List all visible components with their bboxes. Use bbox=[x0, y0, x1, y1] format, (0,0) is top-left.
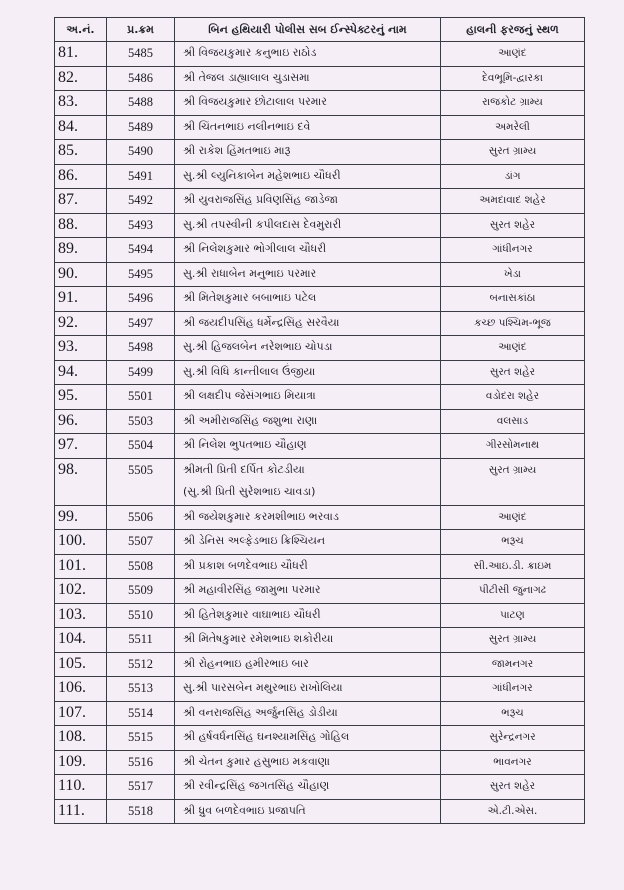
table-row bbox=[55, 554, 585, 579]
posting-cell-text: સુરત ગ્રામ્ય bbox=[488, 633, 537, 645]
table-row bbox=[55, 409, 585, 434]
serial-cell bbox=[55, 287, 107, 312]
table-row bbox=[55, 238, 585, 263]
posting-cell bbox=[441, 554, 585, 579]
serial-cell-text: 97. bbox=[58, 436, 78, 453]
name-cell bbox=[175, 336, 441, 361]
name-cell bbox=[175, 140, 441, 165]
posting-cell bbox=[441, 238, 585, 263]
serial-cell bbox=[55, 750, 107, 775]
posting-cell bbox=[441, 652, 585, 677]
table-row bbox=[55, 360, 585, 385]
rank-no-cell bbox=[107, 213, 175, 238]
posting-cell bbox=[441, 726, 585, 751]
serial-cell bbox=[55, 652, 107, 677]
serial-cell-text: 108. bbox=[58, 728, 86, 745]
posting-cell bbox=[441, 628, 585, 653]
rank-no-cell-text: 5492 bbox=[128, 193, 153, 207]
name-cell bbox=[175, 164, 441, 189]
serial-cell-text: 84. bbox=[58, 117, 78, 135]
serial-cell bbox=[55, 42, 107, 67]
header-rank-no: પ્ર.ક્રમ bbox=[107, 18, 175, 42]
name-cell-text: શ્રી તેજલ ડાહ્યાલાલ ચુડાસમા bbox=[183, 70, 310, 84]
rank-no-cell bbox=[107, 726, 175, 751]
name-cell bbox=[175, 677, 441, 702]
name-cell bbox=[175, 189, 441, 214]
name-cell-text: શ્રી હિતેશકુમાર વાઘાભાઇ ચૌધરી bbox=[183, 607, 321, 621]
serial-cell-text: 104. bbox=[58, 630, 86, 647]
name-cell bbox=[175, 311, 441, 336]
rank-no-cell-text: 5498 bbox=[128, 340, 153, 354]
posting-cell-text: ગીરસોમનાથ bbox=[485, 439, 540, 451]
posting-cell-text: સુરત ગ્રામ્ય bbox=[488, 145, 537, 157]
name-cell-text: શ્રી નિલેશ ભુપતભાઇ ચૌહાણ bbox=[183, 438, 307, 451]
posting-cell-text: સુરત શહેર bbox=[489, 218, 536, 231]
posting-cell-text: આણંદ bbox=[498, 341, 527, 353]
posting-cell-text: બનાસકાંઠા bbox=[489, 292, 536, 304]
posting-cell-text: એ.ટી.એસ. bbox=[487, 804, 538, 817]
posting-cell-text: પીટીસી જુનાગઢ bbox=[479, 584, 546, 596]
posting-cell bbox=[441, 701, 585, 726]
name-cell bbox=[175, 434, 441, 459]
name-cell-text: શ્રી રવીન્દ્રસિંહ જગતસિંહ ચૌહાણ bbox=[183, 779, 330, 792]
serial-cell bbox=[55, 434, 107, 459]
serial-cell-text: 86. bbox=[58, 166, 78, 184]
rank-no-cell-text: 5497 bbox=[128, 315, 153, 330]
rank-no-cell-text: 5514 bbox=[128, 705, 153, 720]
table-row bbox=[55, 652, 585, 677]
rank-no-cell-text: 5488 bbox=[128, 95, 153, 109]
rank-no-cell bbox=[107, 434, 175, 459]
table-row bbox=[55, 505, 585, 530]
posting-cell bbox=[441, 287, 585, 312]
serial-cell-text: 105. bbox=[58, 654, 86, 672]
table-row bbox=[55, 213, 585, 238]
rank-no-cell-text: 5494 bbox=[128, 242, 153, 256]
table-row bbox=[55, 42, 585, 67]
name-cell bbox=[175, 603, 441, 628]
table-row bbox=[55, 140, 585, 165]
name-cell-text: શ્રી ચિંતનભાઇ નલીનભાઇ દવે bbox=[183, 119, 311, 133]
serial-cell bbox=[55, 628, 107, 653]
table-row bbox=[55, 799, 585, 824]
rank-no-cell bbox=[107, 336, 175, 361]
rank-no-cell-text: 5509 bbox=[128, 583, 153, 597]
serial-cell bbox=[55, 385, 107, 410]
posting-cell-text: વલસાડ bbox=[496, 414, 529, 427]
table-row bbox=[55, 775, 585, 800]
rank-no-cell-text: 5501 bbox=[128, 389, 153, 403]
name-cell bbox=[175, 750, 441, 775]
posting-cell-text: ખેડા bbox=[504, 267, 521, 280]
rank-no-cell bbox=[107, 115, 175, 140]
serial-cell-text: 106. bbox=[58, 679, 86, 696]
table-row bbox=[55, 701, 585, 726]
rank-no-cell-text: 5486 bbox=[128, 70, 153, 85]
name-cell-text: શ્રી વનરાજસિંહ અર્જુનસિંહ ડોડીયા bbox=[183, 705, 338, 719]
name-cell-text: શ્રી હર્ષવર્ધનસિંહ ઘનશ્યામસિંહ ગોહિલ bbox=[183, 730, 350, 743]
rank-no-cell bbox=[107, 91, 175, 116]
posting-cell-text: રાજકોટ ગ્રામ્ય bbox=[482, 96, 543, 108]
table-body bbox=[55, 42, 585, 824]
rank-no-cell-text: 5495 bbox=[128, 266, 153, 281]
serial-cell bbox=[55, 799, 107, 824]
name-cell bbox=[175, 799, 441, 824]
serial-cell bbox=[55, 262, 107, 287]
name-cell-alt-text: (સુ.શ્રી પ્રિતી સુરેશભાઇ ચાવડા) bbox=[183, 484, 316, 498]
rank-no-cell bbox=[107, 775, 175, 800]
serial-cell bbox=[55, 91, 107, 116]
table-row bbox=[55, 677, 585, 702]
rank-no-cell-text: 5512 bbox=[128, 656, 153, 671]
posting-cell bbox=[441, 115, 585, 140]
serial-cell-text: 88. bbox=[58, 215, 78, 233]
rank-no-cell bbox=[107, 287, 175, 312]
posting-cell bbox=[441, 409, 585, 434]
name-cell-text: શ્રી જયેશકુમાર કરમશીભાઇ ભરવાડ bbox=[183, 509, 339, 523]
table-row bbox=[55, 91, 585, 116]
table-row bbox=[55, 579, 585, 604]
table-row bbox=[55, 287, 585, 312]
name-cell-text: સુ.શ્રી પારસબેન મથુરભાઇ રાખોલિયા bbox=[183, 681, 343, 694]
serial-cell bbox=[55, 189, 107, 214]
serial-cell bbox=[55, 603, 107, 628]
posting-cell bbox=[441, 189, 585, 214]
name-cell-text: સુ.શ્રી વિધિ કાન્તીલાલ ઉંજીયા bbox=[183, 364, 316, 378]
name-cell bbox=[175, 42, 441, 67]
serial-cell-text: 98. bbox=[58, 460, 78, 478]
name-cell bbox=[175, 579, 441, 604]
posting-cell bbox=[441, 434, 585, 459]
name-cell-text: શ્રી મિતેશકુમાર બબાભાઇ પટેલ bbox=[183, 291, 317, 304]
name-cell-text: શ્રી લક્ષદીપ જેસંગભાઇ મિયાત્રા bbox=[183, 389, 316, 402]
rank-no-cell bbox=[107, 677, 175, 702]
table-row bbox=[55, 164, 585, 189]
posting-cell-text: અમદાવાદ શહેર bbox=[479, 194, 546, 206]
rank-no-cell bbox=[107, 505, 175, 530]
posting-cell bbox=[441, 505, 585, 530]
serial-cell-text: 89. bbox=[58, 240, 78, 257]
serial-cell bbox=[55, 505, 107, 530]
serial-cell-text: 99. bbox=[58, 507, 78, 525]
rank-no-cell bbox=[107, 409, 175, 434]
header-posting: હાલની ફરજનું સ્થળ bbox=[441, 18, 585, 42]
name-cell bbox=[175, 262, 441, 287]
serial-cell-text: 90. bbox=[58, 264, 78, 282]
rank-no-cell bbox=[107, 458, 175, 505]
serial-cell-text: 82. bbox=[58, 68, 78, 86]
posting-cell-text: દેવભૂમિ-દ્વારકા bbox=[482, 71, 543, 84]
table-row bbox=[55, 458, 585, 505]
rank-no-cell bbox=[107, 42, 175, 67]
serial-cell-text: 101. bbox=[58, 556, 86, 574]
rank-no-cell-text: 5504 bbox=[128, 438, 153, 452]
table-row bbox=[55, 530, 585, 555]
table-row bbox=[55, 603, 585, 628]
serial-cell bbox=[55, 140, 107, 165]
rank-no-cell bbox=[107, 579, 175, 604]
rank-no-cell bbox=[107, 164, 175, 189]
rank-no-cell-text: 5508 bbox=[128, 558, 153, 573]
name-cell-text: શ્રી જયદીપસિંહ ધર્મેન્દ્રસિંહ સરવૈયા bbox=[183, 315, 340, 329]
rank-no-cell bbox=[107, 238, 175, 263]
serial-cell-text: 95. bbox=[58, 387, 78, 404]
name-cell bbox=[175, 360, 441, 385]
serial-cell bbox=[55, 238, 107, 263]
serial-cell-text: 91. bbox=[58, 289, 78, 306]
posting-cell bbox=[441, 530, 585, 555]
rank-no-cell-text: 5493 bbox=[128, 217, 153, 232]
rank-no-cell-text: 5507 bbox=[128, 534, 153, 548]
name-cell bbox=[175, 726, 441, 751]
posting-cell-text: ભરૂચ bbox=[501, 535, 524, 547]
serial-cell bbox=[55, 701, 107, 726]
table-row bbox=[55, 262, 585, 287]
serial-cell-text: 107. bbox=[58, 703, 86, 721]
serial-cell-text: 94. bbox=[58, 362, 78, 380]
name-cell-text: શ્રી ડેનિસ અલ્ફેડભાઇ ક્રિશ્ચિયન bbox=[183, 534, 326, 547]
name-cell bbox=[175, 775, 441, 800]
rank-no-cell bbox=[107, 262, 175, 287]
posting-cell-text: ભરૂચ bbox=[501, 706, 524, 719]
serial-cell-text: 103. bbox=[58, 605, 86, 623]
rank-no-cell-text: 5513 bbox=[128, 681, 153, 695]
serial-cell bbox=[55, 677, 107, 702]
serial-cell-text: 102. bbox=[58, 581, 86, 598]
name-cell bbox=[175, 505, 441, 530]
posting-cell-text: ડાંગ bbox=[504, 169, 521, 182]
name-cell-text: સુ.શ્રી લ્યુનિકાબેન મહેશભાઇ ચૌધરી bbox=[183, 168, 341, 182]
posting-cell bbox=[441, 91, 585, 116]
posting-cell bbox=[441, 750, 585, 775]
rank-no-cell-text: 5485 bbox=[128, 46, 153, 60]
rank-no-cell bbox=[107, 750, 175, 775]
posting-cell bbox=[441, 360, 585, 385]
name-cell bbox=[175, 652, 441, 677]
name-cell bbox=[175, 554, 441, 579]
name-cell-text: સુ.શ્રી તપસ્વીની કપીલદાસ દેવમુરારી bbox=[183, 217, 342, 231]
name-cell bbox=[175, 385, 441, 410]
serial-cell bbox=[55, 336, 107, 361]
serial-cell bbox=[55, 579, 107, 604]
serial-cell bbox=[55, 775, 107, 800]
rank-no-cell-text: 5496 bbox=[128, 291, 153, 305]
serial-cell-text: 111. bbox=[58, 801, 85, 819]
table-row bbox=[55, 189, 585, 214]
posting-cell-text: ગાંધીનગર bbox=[492, 682, 533, 694]
name-cell bbox=[175, 66, 441, 91]
posting-cell-text: જામનગર bbox=[491, 657, 534, 670]
rank-no-cell bbox=[107, 701, 175, 726]
posting-cell bbox=[441, 677, 585, 702]
posting-cell-text: સુરેન્દ્રનગર bbox=[489, 731, 536, 743]
serial-cell-text: 83. bbox=[58, 93, 78, 110]
rank-no-cell-text: 5499 bbox=[128, 364, 153, 379]
serial-cell-text: 85. bbox=[58, 142, 78, 159]
serial-cell-text: 109. bbox=[58, 752, 86, 770]
serial-cell-text: 87. bbox=[58, 191, 78, 208]
serial-cell-text: 110. bbox=[58, 777, 86, 794]
serial-cell bbox=[55, 409, 107, 434]
name-cell-text: શ્રી મહાવીરસિંહ જામુભા પરમાર bbox=[183, 583, 321, 596]
posting-cell bbox=[441, 164, 585, 189]
officer-posting-table bbox=[54, 17, 585, 824]
rank-no-cell-text: 5505 bbox=[128, 462, 153, 477]
posting-cell bbox=[441, 603, 585, 628]
rank-no-cell-text: 5506 bbox=[128, 509, 153, 524]
table-row bbox=[55, 336, 585, 361]
rank-no-cell-text: 5518 bbox=[128, 803, 153, 818]
name-cell bbox=[175, 701, 441, 726]
rank-no-cell-text: 5516 bbox=[128, 754, 153, 769]
name-cell-text: શ્રી રોહનભાઇ હમીરભાઇ બાર bbox=[183, 656, 309, 670]
name-cell bbox=[175, 115, 441, 140]
rank-no-cell bbox=[107, 311, 175, 336]
rank-no-cell bbox=[107, 66, 175, 91]
posting-cell bbox=[441, 262, 585, 287]
rank-no-cell bbox=[107, 140, 175, 165]
posting-cell-text: કચ્છ પશ્ચિમ-ભૂજ bbox=[474, 316, 551, 329]
rank-no-cell-text: 5510 bbox=[128, 607, 153, 622]
serial-cell-text: 96. bbox=[58, 411, 78, 429]
rank-no-cell bbox=[107, 652, 175, 677]
rank-no-cell-text: 5503 bbox=[128, 413, 153, 428]
posting-cell-text: આણંદ bbox=[498, 510, 527, 523]
name-cell-text: શ્રી નિલેશકુમાર ભોગીલાલ ચૌધરી bbox=[183, 242, 327, 255]
name-cell bbox=[175, 409, 441, 434]
header-serial: અ.નં. bbox=[55, 18, 107, 42]
posting-cell-text: અમરેલી bbox=[495, 120, 530, 133]
serial-cell-text: 100. bbox=[58, 532, 86, 549]
rank-no-cell-text: 5511 bbox=[128, 632, 153, 646]
posting-cell-text: સુરત શહેર bbox=[489, 365, 536, 378]
posting-cell-text: પાટણ bbox=[500, 608, 525, 621]
rank-no-cell bbox=[107, 799, 175, 824]
serial-cell bbox=[55, 115, 107, 140]
name-cell-text: શ્રી રાકેશ હિંમતભાઇ મારૂ bbox=[183, 144, 291, 157]
name-cell-text: શ્રી વિજયકુમાર કનુભાઇ રાઠોડ bbox=[183, 46, 317, 59]
posting-cell bbox=[441, 42, 585, 67]
table-row bbox=[55, 628, 585, 653]
posting-cell-text: ગાંધીનગર bbox=[492, 243, 533, 255]
rank-no-cell bbox=[107, 628, 175, 653]
posting-cell-text: સુરત ગ્રામ્ય bbox=[488, 463, 537, 476]
rank-no-cell bbox=[107, 360, 175, 385]
posting-cell bbox=[441, 336, 585, 361]
serial-cell bbox=[55, 458, 107, 505]
posting-cell-text: વડોદરા શહેર bbox=[485, 390, 540, 402]
name-cell-text: શ્રી ચેતન કુમાર હસુભાઇ મકવાણા bbox=[183, 754, 330, 768]
table-row bbox=[55, 115, 585, 140]
serial-cell bbox=[55, 530, 107, 555]
name-cell bbox=[175, 458, 441, 505]
rank-no-cell bbox=[107, 554, 175, 579]
posting-cell bbox=[441, 140, 585, 165]
posting-cell bbox=[441, 458, 585, 505]
rank-no-cell-text: 5515 bbox=[128, 730, 153, 744]
rank-no-cell bbox=[107, 603, 175, 628]
posting-cell-text: આણંદ bbox=[498, 47, 527, 59]
name-cell-text: શ્રીમતી પ્રિતી દર્પિત કોટડીયા bbox=[183, 462, 305, 476]
posting-cell bbox=[441, 311, 585, 336]
serial-cell bbox=[55, 66, 107, 91]
table-row bbox=[55, 66, 585, 91]
name-cell-text: શ્રી યુવરાજસિંહ પ્રવિણસિંહ જાડેજા bbox=[183, 193, 338, 206]
serial-cell bbox=[55, 164, 107, 189]
posting-cell bbox=[441, 775, 585, 800]
serial-cell-text: 93. bbox=[58, 338, 78, 355]
name-cell-text: સુ.શ્રી રાધાબેન મનુભાઇ પરમાર bbox=[183, 266, 317, 280]
name-cell-text: શ્રી ધ્રુવ બળદેવભાઇ પ્રજાપતિ bbox=[183, 803, 306, 817]
posting-cell-text: સી.આઇ.ડી. ક્રાઇમ bbox=[473, 559, 552, 572]
rank-no-cell-text: 5517 bbox=[128, 779, 153, 793]
posting-cell bbox=[441, 385, 585, 410]
serial-cell bbox=[55, 726, 107, 751]
name-cell-text: સુ.શ્રી હિજલબેન નરેશભાઇ ચોપડા bbox=[183, 340, 333, 353]
serial-cell bbox=[55, 311, 107, 336]
table-header-row bbox=[55, 18, 585, 42]
posting-cell-text: ભાવનગર bbox=[493, 755, 532, 768]
serial-cell bbox=[55, 213, 107, 238]
rank-no-cell bbox=[107, 189, 175, 214]
table-row bbox=[55, 750, 585, 775]
posting-cell-text: સુરત શહેર bbox=[489, 780, 536, 792]
name-cell bbox=[175, 530, 441, 555]
rank-no-cell-text: 5490 bbox=[128, 144, 153, 158]
serial-cell-text: 81. bbox=[58, 44, 78, 61]
name-cell-text: શ્રી મિતેષકુમાર રમેશભાઇ શકોરીયા bbox=[183, 632, 334, 645]
name-cell-text: શ્રી અમીરાજસિંહ જશુભા રાણા bbox=[183, 413, 318, 427]
name-cell bbox=[175, 213, 441, 238]
rank-no-cell-text: 5491 bbox=[128, 168, 153, 183]
serial-cell-text: 92. bbox=[58, 313, 78, 331]
document-page bbox=[54, 17, 584, 824]
posting-cell bbox=[441, 213, 585, 238]
name-cell bbox=[175, 91, 441, 116]
name-cell bbox=[175, 628, 441, 653]
serial-cell bbox=[55, 360, 107, 385]
table-row bbox=[55, 385, 585, 410]
name-cell-text: શ્રી વિજયકુમાર છોટાલાલ પરમાર bbox=[183, 95, 327, 108]
header-name: બિન હથિયારી પોલીસ સબ ઈન્સ્પેક્ટરનું નામ bbox=[175, 18, 441, 42]
name-cell-text: શ્રી પ્રકાશ બળદેવભાઇ ચૌધરી bbox=[183, 558, 308, 572]
posting-cell bbox=[441, 579, 585, 604]
rank-no-cell bbox=[107, 530, 175, 555]
posting-cell bbox=[441, 66, 585, 91]
table-row bbox=[55, 726, 585, 751]
posting-cell bbox=[441, 799, 585, 824]
rank-no-cell-text: 5489 bbox=[128, 119, 153, 134]
rank-no-cell bbox=[107, 385, 175, 410]
name-cell bbox=[175, 287, 441, 312]
name-cell bbox=[175, 238, 441, 263]
table-row bbox=[55, 311, 585, 336]
serial-cell bbox=[55, 554, 107, 579]
table-row bbox=[55, 434, 585, 459]
